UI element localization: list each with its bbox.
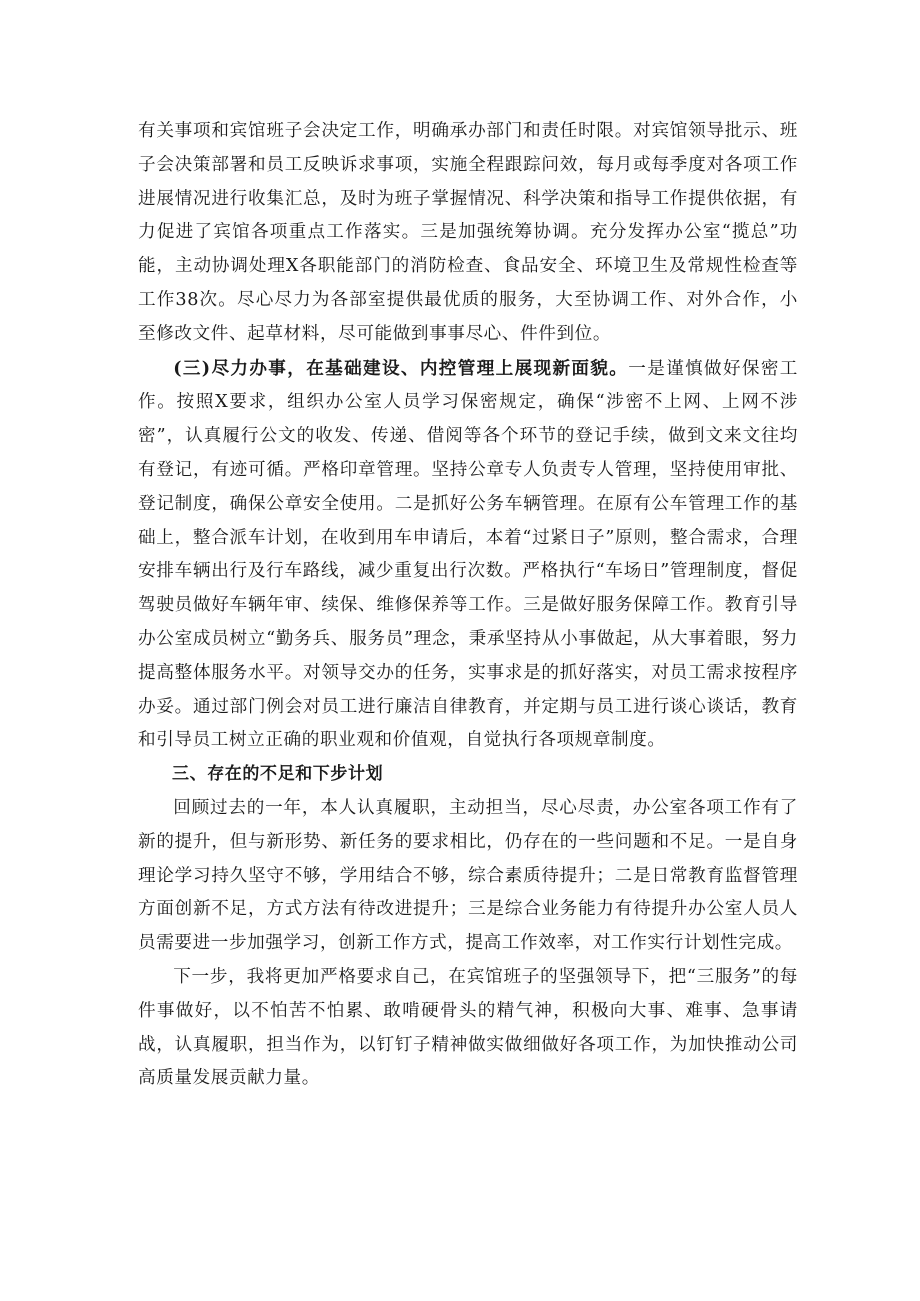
- section-3-body: 一是谨慎做好保密工作。按照X要求，组织办公室人员学习保密规定，确保“涉密不上网、上网不涉密”，认真履行公文的收发、传递、借阅等各个环节的登记手续，做到文来文往均有登记，有迹可循。严格印章管理。坚持公章专人负责专人管理，坚持使用审批、登记制度，确保公章安全使用。二是抓好公务车辆管理。在原有公车管理工作的基础上，整合派车计划，在收到用车申请后，本着“过紧日子”原则，整合需求，合理安排车辆出行及行车路线，减少重复出行次数。严格执行“车场日”管理制度，督促驾驶员做好车辆年审、续保、维修保养等工作。三是做好服务保障工作。教育引导办公室成员树立“勤务兵、服务员”理念，秉承坚持从小事做起，从大事着眼，努力提高整体服务水平。对领导交办的任务，实事求是的抓好落实，对员工需求按程序办妥。通过部门例会对员工进行廉洁自律教育，并定期与员工进行谈心谈话，教育和引导员工树立正确的职业观和价值观，自觉执行各项规章制度。: [138, 358, 798, 751]
- section-3-lead: (三)尽力办事，在基础建设、内控管理上展现新面貌。: [173, 357, 629, 379]
- paragraph-next-steps: 下一步，我将更加严格要求自己，在宾馆班子的坚强领导下，把“三服务”的每件事做好，以不怕苦不怕累、敢啃硬骨头的精气神，积极向大事、难事、急事请战，认真履职，担当作为，以钉钉子精神做实做细做好各项工作，为加快推动公司高质量发展贡献力量。: [138, 966, 798, 1089]
- paragraph-review: 回顾过去的一年，本人认真履职，主动担当，尽心尽责，办公室各项工作有了新的提升，但与新形势、新任务的要求相比，仍存在的一些问题和不足。一是自身理论学习持久坚守不够，学用结合不够，综合素质待提升；二是日常教育监督管理方面创新不足，方式方法有待改进提升；三是综合业务能力有待提升办公室人员人员需要进一步加强学习，创新工作方式，提高工作效率，对工作实行计划性完成。: [138, 797, 798, 954]
- paragraph-section-3: [138, 352, 798, 759]
- paragraph-continuation: 有关事项和宾馆班子会决定工作，明确承办部门和责任时限。对宾馆领导批示、班子会决策部署和员工反映诉求事项，实施全程跟踪问效，每月或每季度对各项工作进展情况进行收集汇总，及时为班子掌握情况、科学决策和指导工作提供依据，有力促进了宾馆各项重点工作落实。三是加强统筹协调。充分发挥办公室“揽总”功能，主动协调处理X各职能部门的消防检查、食品安全、环境卫生及常规性检查等工作38次。尽心尽力为各部室提供最优质的服务，大至协调工作、对外合作，小至修改文件、起草材料，尽可能做到事事尽心、件件到位。: [138, 121, 798, 344]
- heading-shortcomings-plan: 三、存在的不足和下步计划: [172, 764, 384, 785]
- document-body: [138, 115, 798, 1096]
